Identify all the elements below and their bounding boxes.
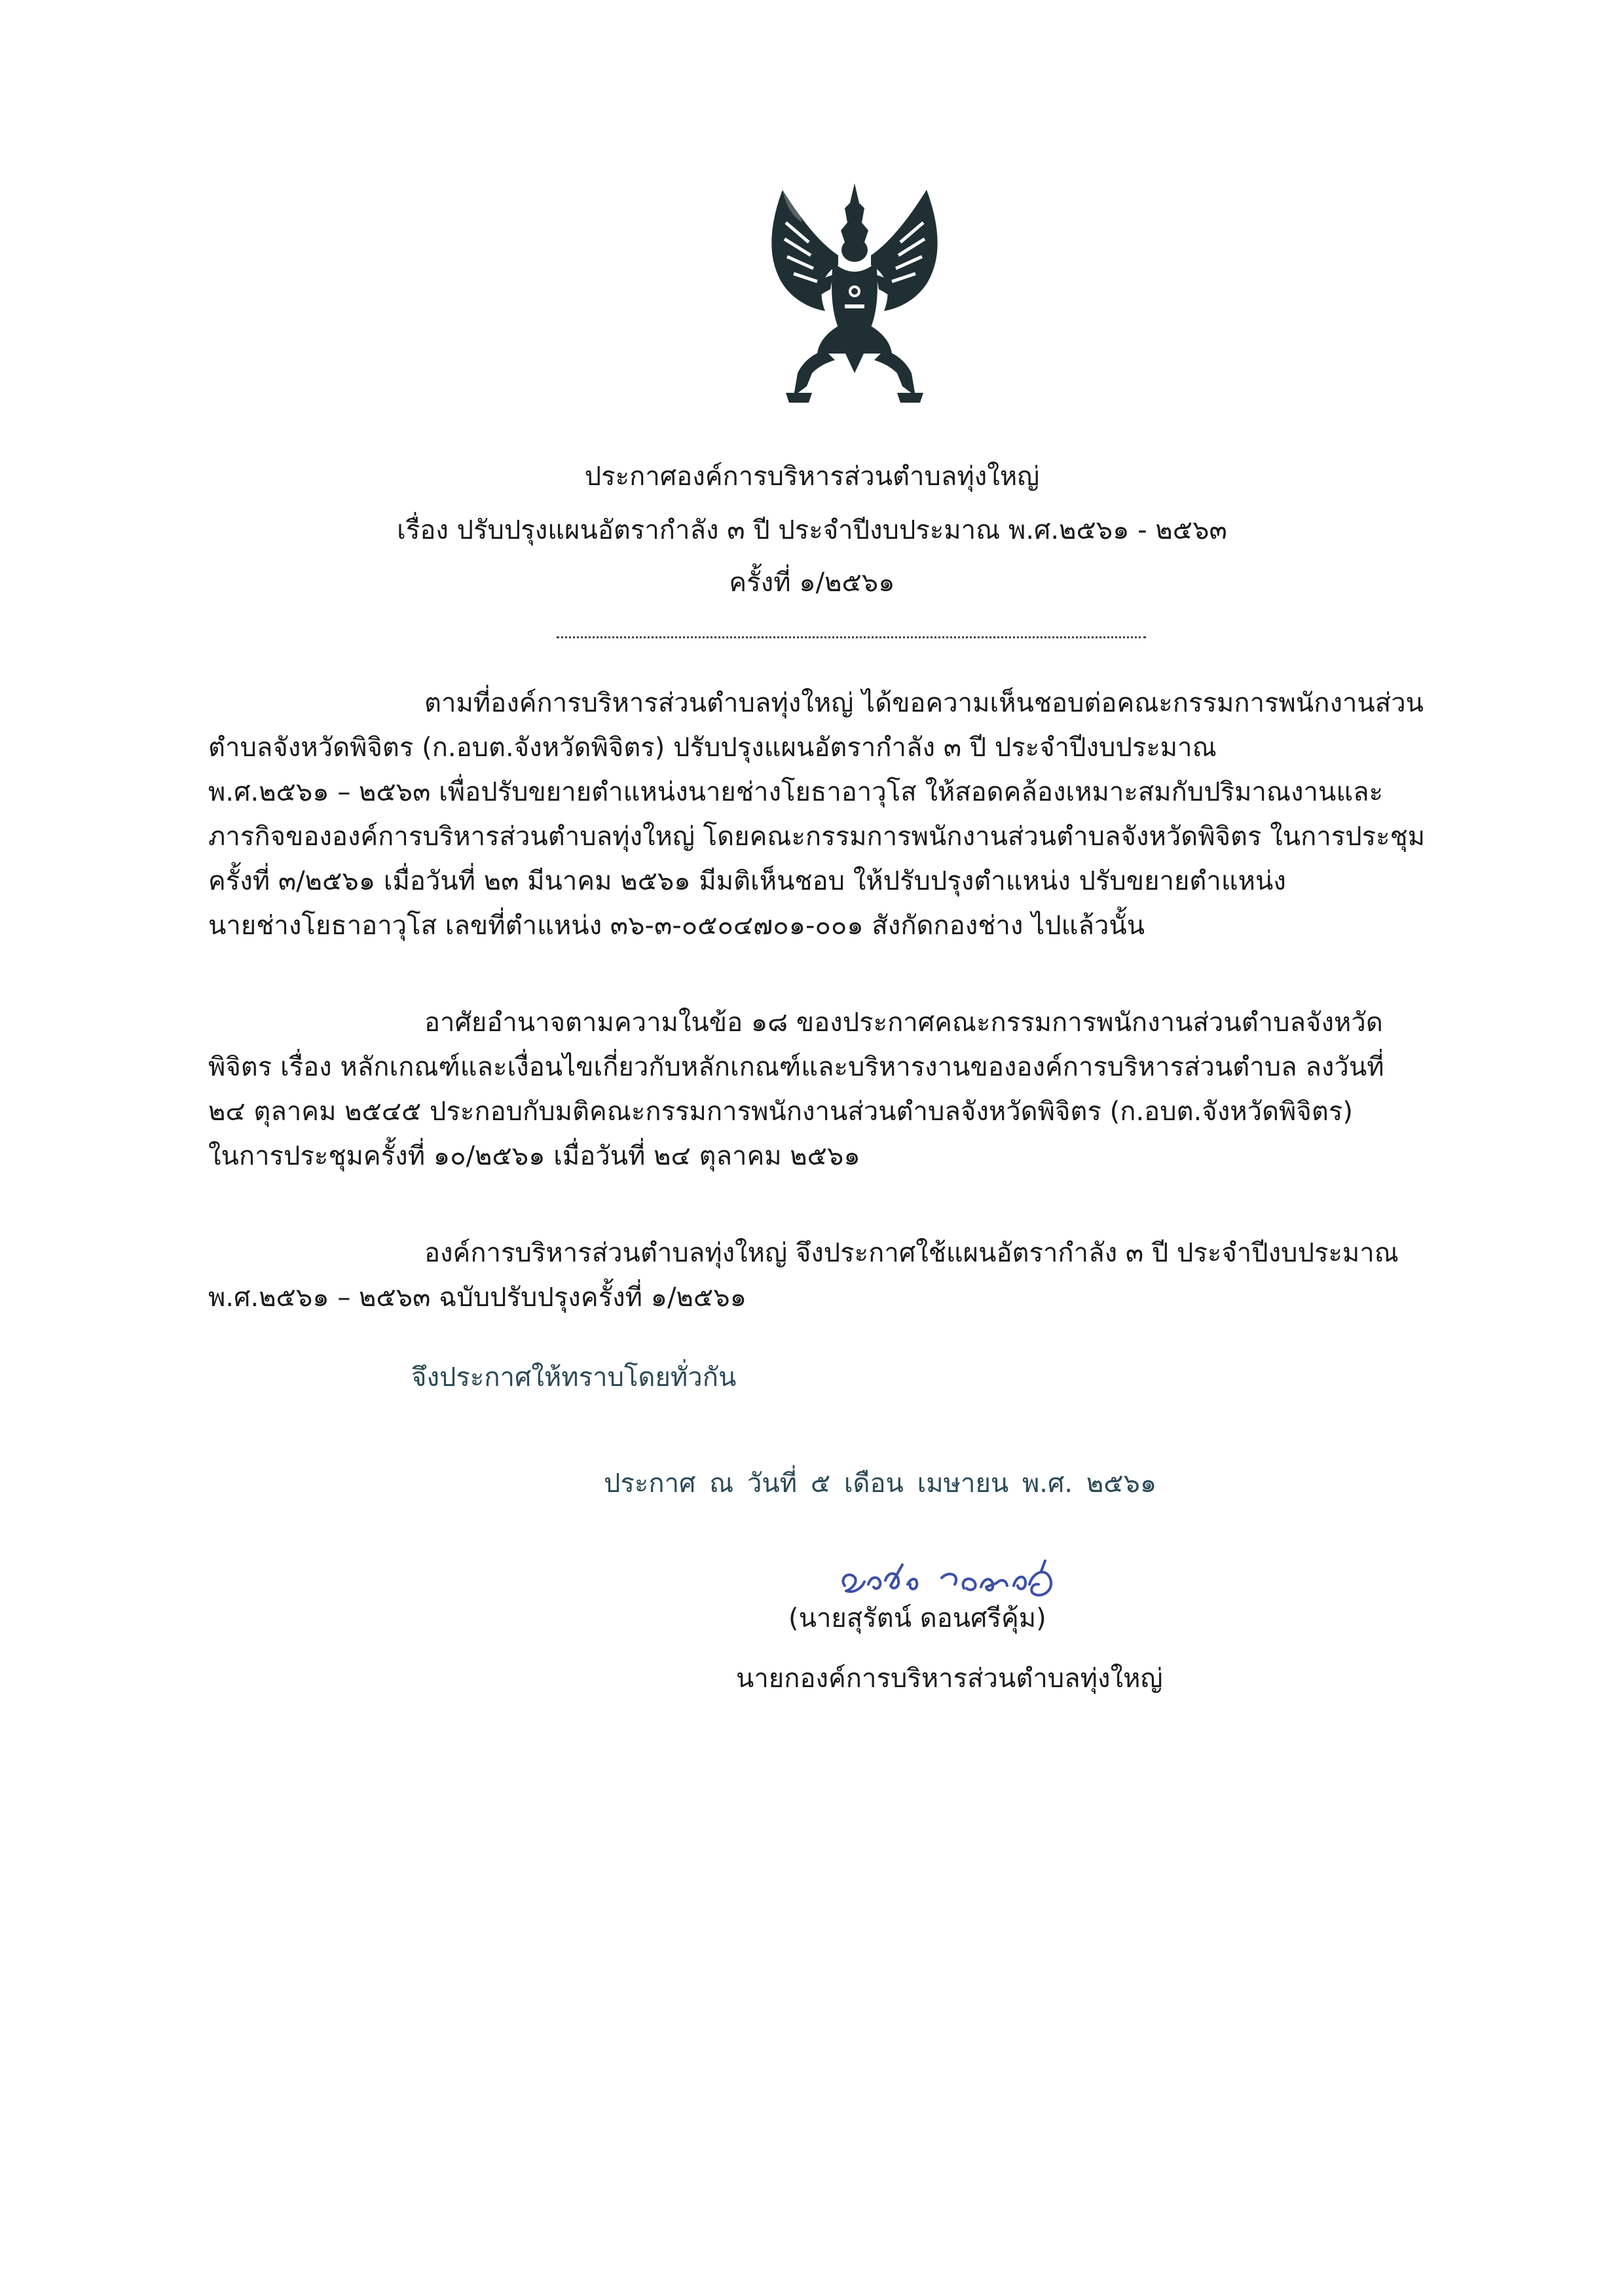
body-paragraph-3 xyxy=(208,1231,1481,1320)
paragraph-line: ครั้งที่ ๓/๒๕๖๑ เมื่อวันที่ ๒๓ มีนาคม ๒๕๖๑ มีมติเห็นชอบ ให้ปรับปรุงตำแหน่ง ปรับขยายตำแหน่ง xyxy=(208,866,1286,896)
paragraph-line: อาศัยอำนาจตามความในข้อ ๑๘ ของประกาศคณะกรรมการพนักงานส่วนตำบลจังหวัด xyxy=(424,1008,1383,1038)
closing-statement: จึงประกาศให้ทราบโดยทั่วกัน xyxy=(411,1362,737,1393)
paragraph-line: พ.ศ.๒๕๖๑ – ๒๕๖๓ ฉบับปรับปรุงครั้งที่ ๑/๒๕๖๑ xyxy=(208,1283,747,1313)
paragraph-line: ๒๔ ตุลาคม ๒๕๔๕ ประกอบกับมติคณะกรรมการพนักงานส่วนตำบลจังหวัดพิจิตร (ก.อบต.จังหวัดพิจิตร) xyxy=(208,1097,1353,1127)
paragraph-line: นายช่างโยธาอาวุโส เลขที่ตำแหน่ง ๓๖-๓-๐๕๐๔๗๐๑-๐๐๑ สังกัดกองช่าง ไปแล้วนั้น xyxy=(208,911,1145,941)
paragraph-line: พิจิตร เรื่อง หลักเกณฑ์และเงื่อนไขเกี่ยวกับหลักเกณฑ์และบริหารงานขององค์การบริหารส่วนตำบล ลงวันที่ xyxy=(208,1052,1384,1082)
announcement-revision xyxy=(0,564,1624,601)
signer-title: นายกองค์การบริหารส่วนตำบลทุ่งใหญ่ xyxy=(736,1664,1163,1694)
paragraph-line: องค์การบริหารส่วนตำบลทุ่งใหญ่ จึงประกาศใช้แผนอัตรากำลัง ๓ ปี ประจำปีงบประมาณ xyxy=(424,1238,1399,1268)
announcement-subject xyxy=(0,512,1624,549)
body-paragraph-2 xyxy=(208,1000,1481,1178)
paragraph-line: ในการประชุมครั้งที่ ๑๐/๒๕๖๑ เมื่อวันที่ ๒๔ ตุลาคม ๒๕๖๑ xyxy=(208,1141,860,1171)
signer-name: (นายสุรัตน์ ดอนศรีคุ้ม) xyxy=(788,1603,1046,1633)
paragraph-line: ตำบลจังหวัดพิจิตร (ก.อบต.จังหวัดพิจิตร) ปรับปรุงแผนอัตรากำลัง ๓ ปี ประจำปีงบประมาณ xyxy=(208,733,1217,763)
header-revision: ครั้งที่ ๑/๒๕๖๑ xyxy=(729,568,895,598)
announcement-header xyxy=(0,458,1624,495)
dotted-divider xyxy=(557,636,1146,638)
paragraph-line: ภารกิจขององค์การบริหารส่วนตำบลทุ่งใหญ่ โดยคณะกรรมการพนักงานส่วนตำบลจังหวัดพิจิตร ในการประชุม xyxy=(208,822,1426,852)
header-subject: เรื่อง ปรับปรุงแผนอัตรากำลัง ๓ ปี ประจำปีงบประมาณ พ.ศ.๒๕๖๑ - ๒๕๖๓ xyxy=(397,515,1227,545)
body-paragraph-1 xyxy=(208,681,1481,948)
paragraph-line: พ.ศ.๒๕๖๑ – ๒๕๖๓ เพื่อปรับขยายตำแหน่งนายช่างโยธาอาวุโส ให้สอดคล้องเหมาะสมกับปริมาณงานและ xyxy=(208,777,1384,807)
header-issuer: ประกาศองค์การบริหารส่วนตำบลทุ่งใหญ่ xyxy=(584,462,1040,492)
announcement-date: ประกาศ ณ วันที่ ๕ เดือน เมษายน พ.ศ. ๒๕๖๑ xyxy=(604,1468,1157,1499)
garuda-emblem-icon xyxy=(747,177,963,406)
paragraph-line: ตามที่องค์การบริหารส่วนตำบลทุ่งใหญ่ ได้ขอความเห็นชอบต่อคณะกรรมการพนักงานส่วน xyxy=(424,688,1424,718)
